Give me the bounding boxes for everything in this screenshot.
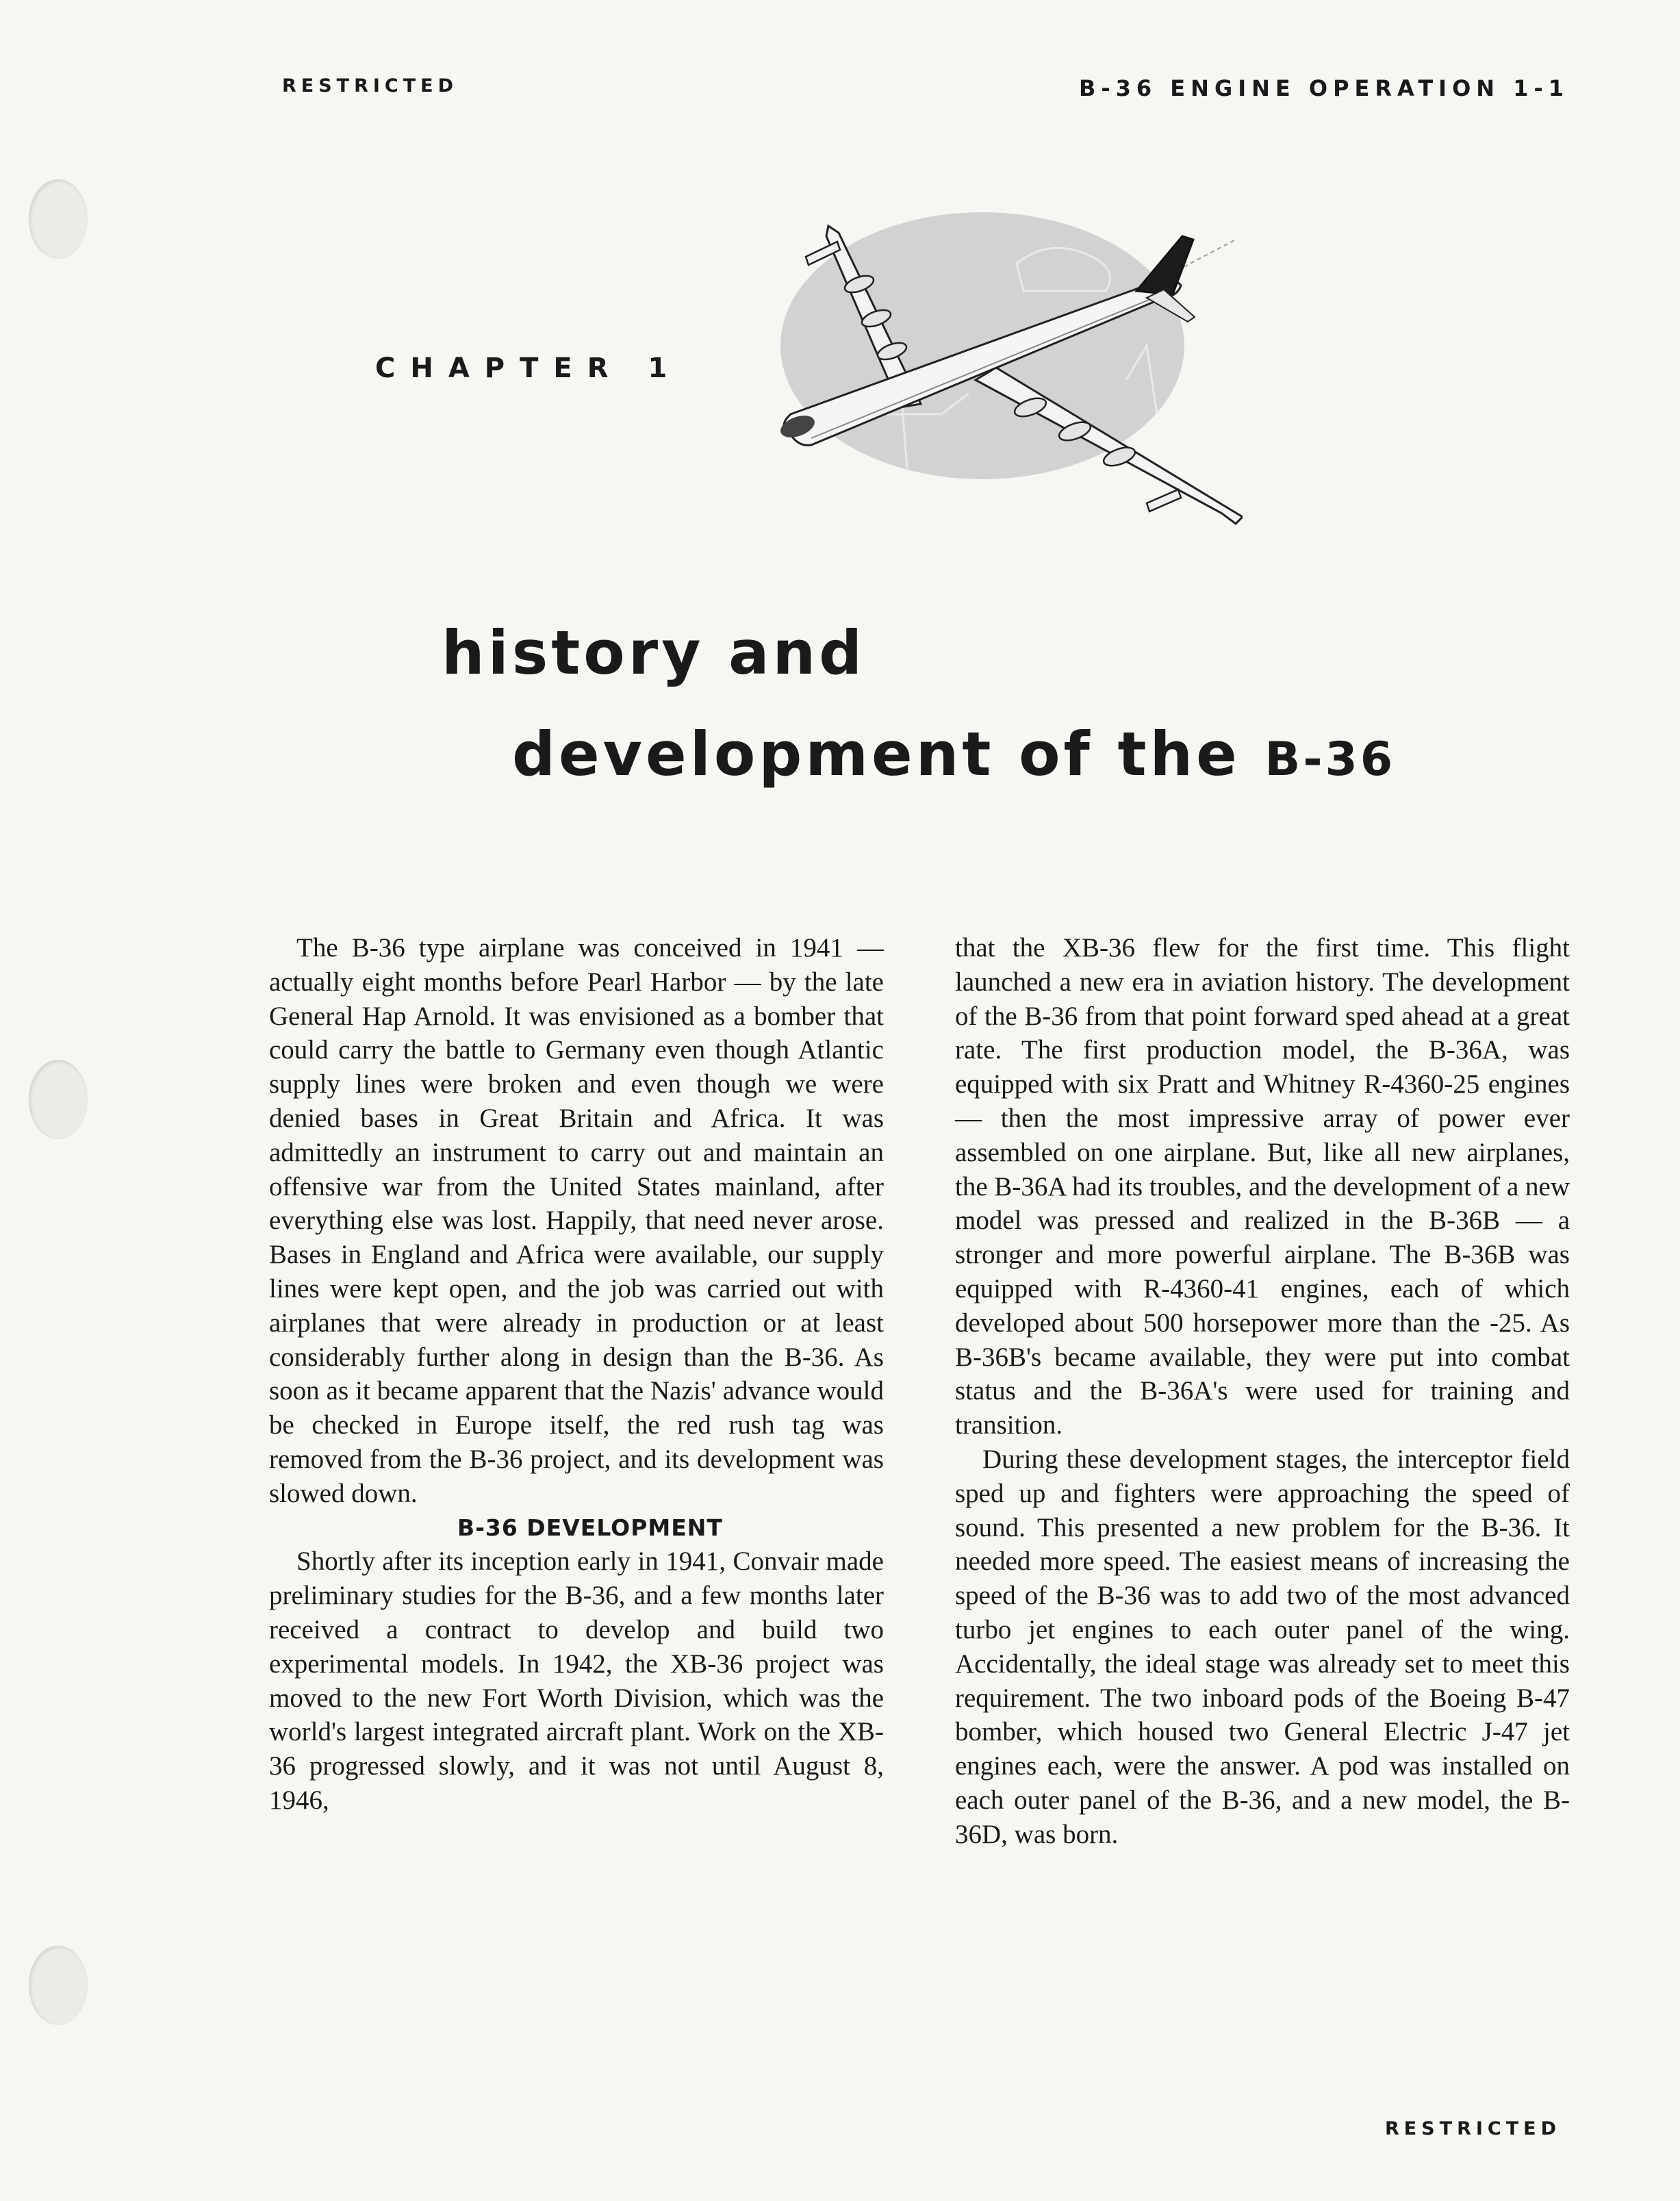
body-paragraph: Shortly after its inception early in 1941, Convair made preliminary studies for the B-36, and a few months later received a contract to develop and build two experimental models. In 1942, the XB-36 project was moved to the new Fort Worth Division, which was the world's largest integrated aircraft plant. Work on the XB-36 progressed slowly, and it was not until August 8, 1946, [269, 1547, 884, 1815]
body-column-right [955, 931, 1570, 1852]
binder-hole-top [29, 179, 88, 259]
body-paragraph: that the XB-36 flew for the first time. This flight launched a new era in aviation history. The development of the B-36 from that point forward sped ahead at a great rate. The first production model, the B-36A, was equipped with six Pratt and Whitney R-4360-25 engines — then the most impressive array of power ever assembled on one airplane. But, like all new airplanes, the B-36A had its troubles, and the development of a new model was pressed and realized in the B-36B — a stronger and more powerful airplane. The B-36B was equipped with R-4360-41 engines, each of which developed about 500 horsepower more than the -25. As B-36B's became available, they were put into combat status and the B-36A's were used for training and transition. [955, 933, 1570, 1440]
chapter-title-line-2 [512, 719, 1395, 789]
body-paragraph: During these development stages, the interceptor field sped up and fighters were approaching the speed of sound. This presented a new problem for the B-36. It needed more speed. The easiest means of increasing the speed of the B-36 was to add two of the most advanced turbo jet engines to each outer panel of the wing. Accidentally, the ideal stage was already set to meet this requirement. The two inboard pods of the Boeing B-47 bomber, which housed two General Electric J-47 jet engines each, were the answer. A pod was installed on each outer panel of the B-36, and a new model, the B-36D, was born. [955, 1444, 1570, 1849]
chapter-title-aircraft: B-36 [1264, 733, 1396, 787]
binder-hole-bottom [29, 1946, 88, 2025]
b36-bomber-illustration-icon [763, 209, 1243, 531]
chapter-title-main: development of the [512, 719, 1240, 789]
binder-hole-middle [29, 1060, 88, 1139]
header-page-title: B-36 ENGINE OPERATION 1-1 [1078, 75, 1569, 101]
chapter-label: CHAPTER 1 [375, 353, 683, 384]
header-classification: RESTRICTED [282, 75, 459, 97]
footer-classification: RESTRICTED [1384, 2118, 1561, 2139]
section-subheading: B-36 DEVELOPMENT [457, 1514, 723, 1541]
chapter-title-line-1: history and [442, 618, 866, 688]
body-column-left [269, 931, 884, 1818]
body-paragraph: The B-36 type airplane was conceived in 1941 — actually eight months before Pearl Harbor — by the late General Hap Arnold. It was envisioned as a bomber that could carry the battle to Germany even though Atlantic supply lines were broken and even though we were denied bases in Great Britain and Africa. It was admittedly an instrument to carry out and maintain an offensive war from the United States mainland, after everything else was lost. Happily, that need never arose. Bases in England and Africa were available, our supply lines were kept open, and the job was carried out with airplanes that were already in production or at least considerably further along in design than the B-36. As soon as it became apparent that the Nazis' advance would be checked in Europe itself, the red rush tag was removed from the B-36 project, and its development was slowed down. [269, 933, 884, 1508]
